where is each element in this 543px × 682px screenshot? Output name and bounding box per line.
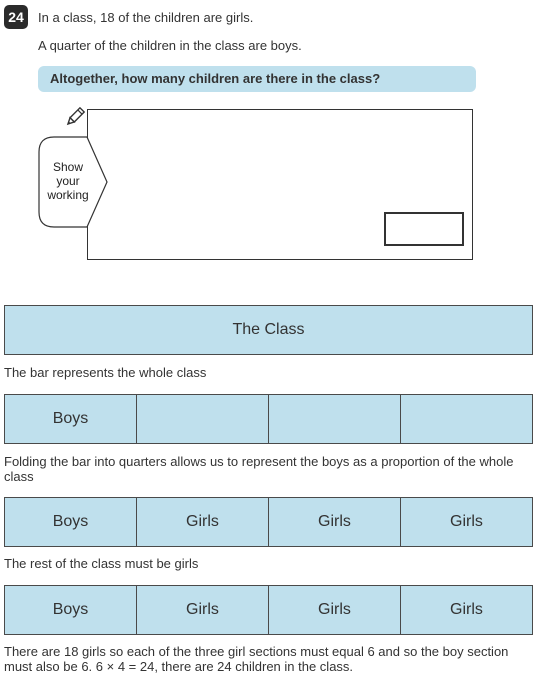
bar-segment-girls: Girls: [269, 586, 401, 634]
bar-segment: [269, 395, 401, 443]
question-number-badge: 24: [4, 5, 28, 29]
boys-girls-bar-1: [4, 497, 533, 547]
bar-segment-boys: Boys: [5, 395, 137, 443]
bar-segment: [137, 395, 269, 443]
answer-box[interactable]: [384, 212, 464, 246]
caption-1: The bar represents the whole class: [4, 365, 207, 380]
caption-4: There are 18 girls so each of the three girl sections must equal 6 and so the boy section must also be 6. 6 × 4 = 24, there are 24 children in the class.: [4, 644, 509, 674]
question-line-1: In a class, 18 of the children are girls.: [38, 10, 254, 25]
working-label-line-2: your: [56, 174, 80, 188]
bar-segment-boys: Boys: [5, 498, 137, 546]
bar-segment-girls: Girls: [401, 586, 532, 634]
bar-segment-girls: Girls: [269, 498, 401, 546]
whole-class-bar: The Class: [4, 305, 533, 355]
quarters-bar: [4, 394, 533, 444]
working-label-line-3: working: [47, 188, 89, 202]
question-prompt: Altogether, how many children are there in the class?: [38, 66, 476, 92]
bar-segment-girls: Girls: [137, 498, 269, 546]
question-line-2: A quarter of the children in the class are boys.: [38, 38, 302, 53]
bar-segment: [401, 395, 532, 443]
bar-segment-girls: Girls: [401, 498, 532, 546]
working-label-line-1: Show: [52, 160, 84, 174]
caption-2: Folding the bar into quarters allows us to represent the boys as a proportion of the whole class: [4, 454, 514, 484]
bar-segment-boys: Boys: [5, 586, 137, 634]
boys-girls-bar-2: [4, 585, 533, 635]
bar-segment-girls: Girls: [137, 586, 269, 634]
caption-3: The rest of the class must be girls: [4, 556, 199, 571]
pencil-icon: [64, 106, 86, 128]
working-label: [40, 160, 96, 202]
